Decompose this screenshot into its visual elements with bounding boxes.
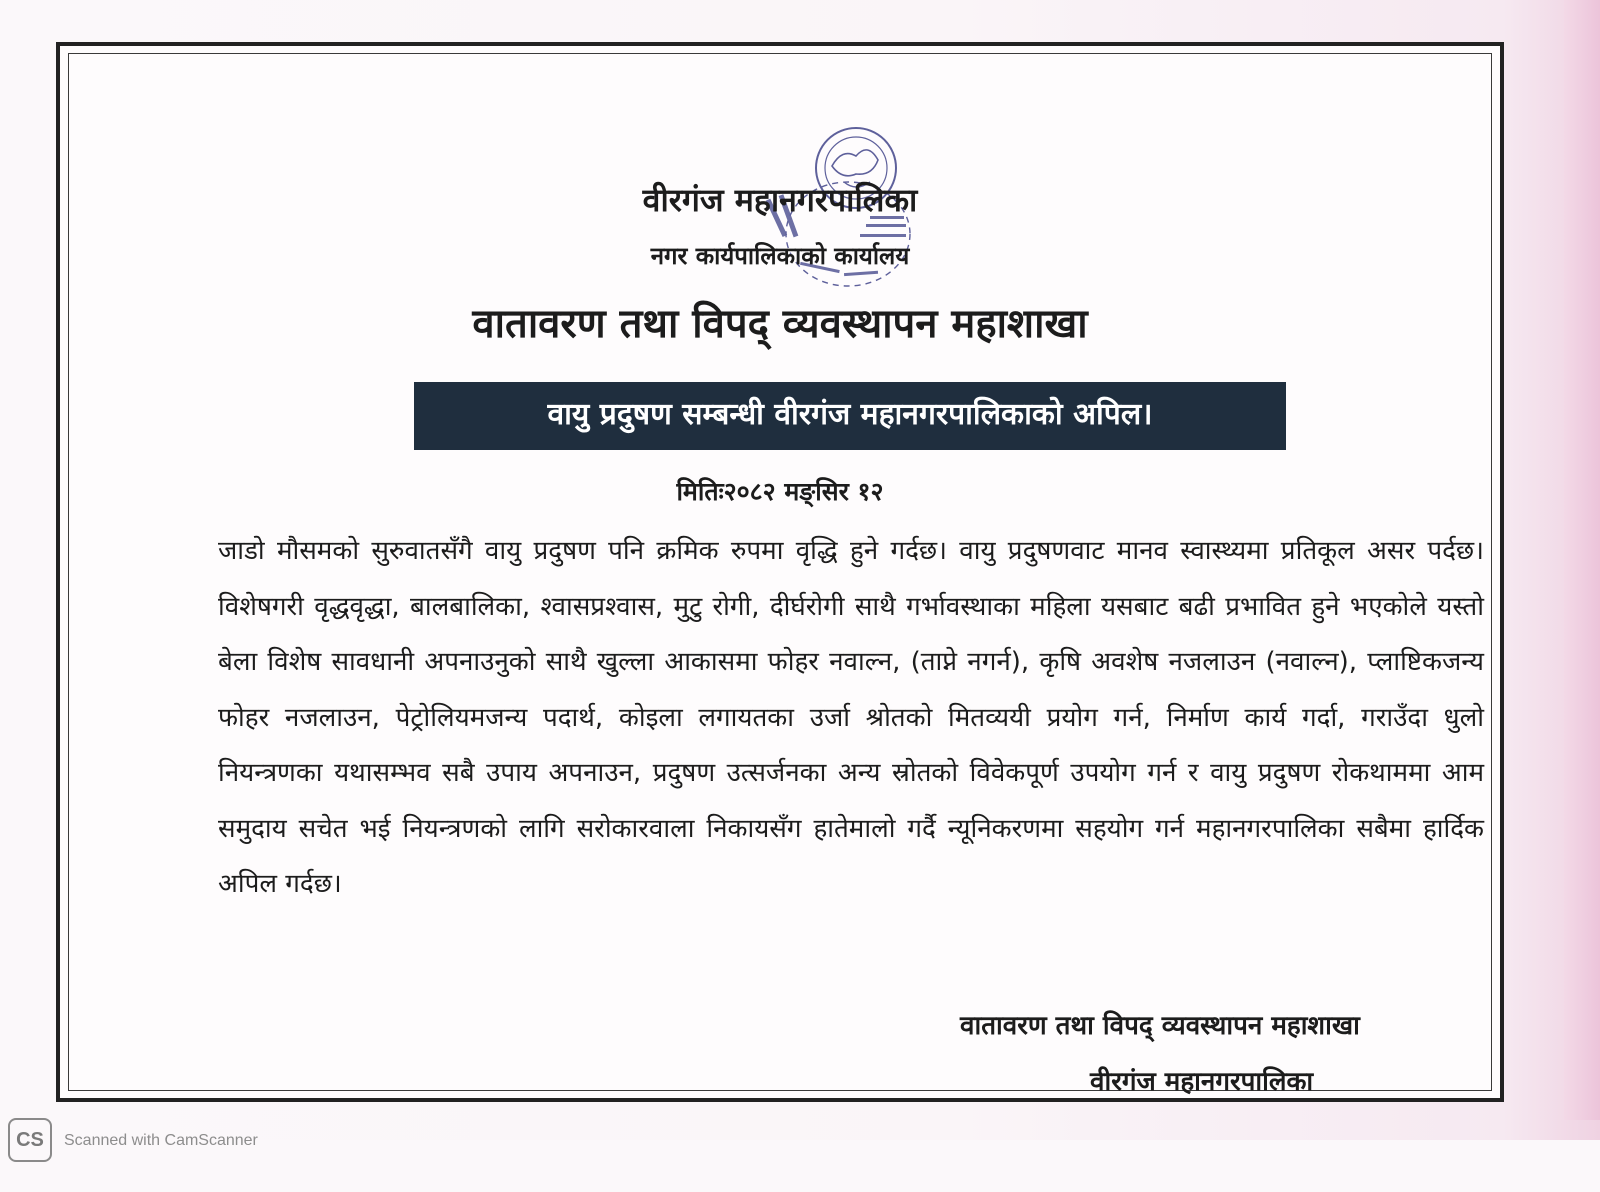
division-heading: वातावरण तथा विपद् व्यवस्थापन महाशाखा [472,301,1088,347]
organization-name: वीरगंज महानगरपालिका [642,181,918,219]
signature-organization: वीरगंज महानगरपालिका [1090,1067,1314,1097]
camscanner-logo-icon: CS [8,1118,52,1162]
notice-date: मितिः२०८२ मङ्सिर १२ [676,477,884,506]
page-edge [1564,0,1600,1120]
signature-division: वातावरण तथा विपद् व्यवस्थापन महाशाखा [960,1011,1360,1041]
notice-frame [56,42,1504,1102]
office-name: नगर कार्यपालिकाको कार्यालय [650,242,910,270]
camscanner-text: Scanned with CamScanner [64,1132,258,1149]
notice-title-banner: वायु प्रदुषण सम्बन्धी वीरगंज महानगरपालिकाको अपिल। [414,382,1286,450]
notice-body: जाडो मौसमको सुरुवातसँगै वायु प्रदुषण पनि क्रमिक रुपमा वृद्धि हुने गर्दछ। वायु प्रदुषणवाट मानव स्वास्थ्यमा प्रतिकूल असर पर्दछ। विशेषगरी वृद्धवृद्धा, बालबालिका, श्वासप्रश्वास, मुटु रोगी, दीर्घरोगी साथै गर्भावस्थाका महिला यसबाट बढी प्रभावित हुने भएकोले यस्तो बेला विशेष सावधानी अपनाउनुको साथै खुल्ला आकासमा फोहर नवाल्न, (ताप्ने नगर्न), कृषि अवशेष नजलाउन (नवाल्न), प्लाष्टिकजन्य फोहर नजलाउन, पेट्रोलियमजन्य पदार्थ, कोइला लगायतका उर्जा श्रोतको मितव्ययी प्रयोग गर्न, निर्माण कार्य गर्दा, गराउँदा धुलो नियन्त्रणका यथासम्भव सबै उपाय अपनाउन, प्रदुषण उत्सर्जनका अन्य स्रोतको विवेकपूर्ण उपयोग गर्न र वायु प्रदुषण रोकथाममा आम समुदाय सचेत भई नियन्त्रणको लागि सरोकारवाला निकायसँग हातेमालो गर्दै न्यूनिकरणमा सहयोग गर्न महानगरपालिका सबैमा हार्दिक अपिल गर्दछ। [218,536,1484,899]
